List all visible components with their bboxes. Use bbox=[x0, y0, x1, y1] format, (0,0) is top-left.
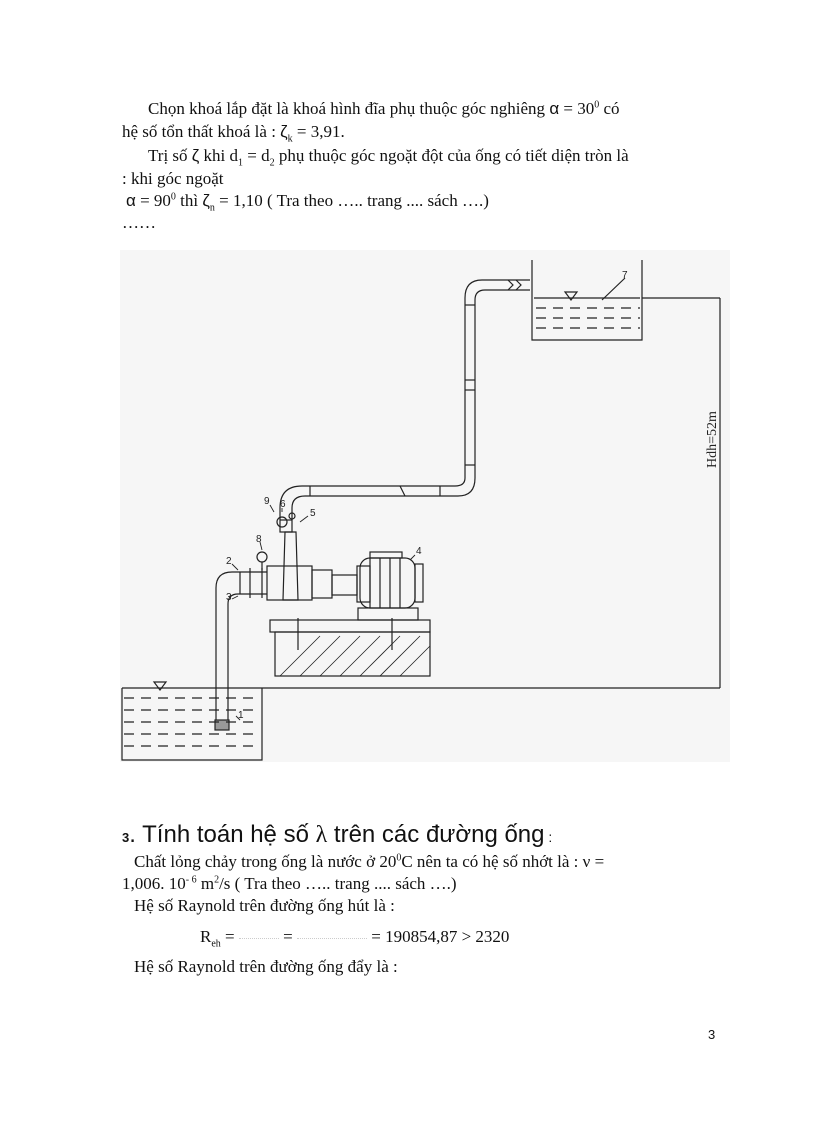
text: hệ số tổn thất khoá là : bbox=[122, 122, 281, 141]
text: = bbox=[590, 852, 605, 871]
text: = 90 bbox=[135, 191, 171, 210]
superscript: 0 bbox=[594, 99, 600, 111]
section-number: 3 bbox=[122, 830, 130, 845]
label-6: 6 bbox=[280, 499, 286, 510]
zeta-symbol: ζ bbox=[191, 146, 200, 165]
height-label: Hdh=52m bbox=[705, 411, 720, 468]
reynolds-formula bbox=[200, 926, 509, 948]
subscript: 1 bbox=[238, 157, 244, 169]
lambda-symbol: λ bbox=[315, 822, 328, 848]
text: = 1,10 ( Tra theo ….. trang .... sách ….) bbox=[214, 191, 489, 210]
text: : bbox=[544, 829, 553, 845]
text: = bbox=[220, 927, 239, 946]
para1-line2 bbox=[122, 121, 345, 143]
text: /s ( Tra theo ….. trang .... sách ….) bbox=[219, 874, 457, 893]
text: thì bbox=[175, 191, 203, 210]
label-5: 5 bbox=[310, 508, 316, 519]
text: khi d bbox=[199, 146, 239, 165]
para2-line4: …… bbox=[122, 213, 156, 232]
pump-system-diagram bbox=[120, 250, 730, 762]
text: R bbox=[200, 927, 212, 946]
page-number: 3 bbox=[708, 1027, 716, 1042]
para2-line3 bbox=[126, 190, 489, 212]
subscript: n bbox=[209, 202, 215, 214]
superscript: 0 bbox=[396, 852, 402, 864]
label-2: 2 bbox=[226, 556, 232, 567]
figure-background bbox=[120, 250, 730, 762]
label-7: 7 bbox=[622, 270, 628, 281]
text: phụ thuộc góc ngoặt đột của ống có tiết diện tròn là bbox=[274, 146, 629, 165]
text: = 3,91. bbox=[292, 122, 345, 141]
text: . bbox=[129, 821, 136, 848]
text: Chất lỏng chảy trong ống là nước ở 20 bbox=[134, 852, 397, 871]
body-line3: Hệ số Raynold trên đường ống hút là : bbox=[134, 896, 395, 915]
text: = 30 bbox=[559, 99, 595, 118]
subscript: k bbox=[287, 133, 293, 145]
text: = bbox=[278, 927, 297, 946]
zeta-symbol: ζ bbox=[202, 191, 210, 210]
para1-line1 bbox=[148, 98, 620, 120]
text: có bbox=[599, 99, 620, 118]
label-8: 8 bbox=[256, 534, 262, 545]
superscript: 0 bbox=[170, 191, 176, 203]
zeta-symbol: ζ bbox=[280, 122, 288, 141]
text: = d bbox=[243, 146, 270, 165]
alpha-symbol: α bbox=[126, 191, 136, 210]
body-line2 bbox=[122, 873, 457, 895]
label-9: 9 bbox=[264, 496, 270, 507]
formula-placeholder bbox=[239, 938, 279, 939]
para2-line1 bbox=[148, 145, 629, 167]
label-4: 4 bbox=[416, 546, 422, 557]
subscript: 2 bbox=[269, 157, 275, 169]
text: C nên ta có hệ số nhớt là : bbox=[401, 852, 583, 871]
text: Chọn khoá lắp đặt là khoá hình đĩa phụ thuộc góc nghiêng bbox=[148, 99, 546, 118]
superscript: 2 bbox=[214, 874, 220, 886]
body-line1 bbox=[134, 851, 604, 873]
text: Trị số bbox=[148, 146, 192, 165]
alpha-symbol: α bbox=[549, 99, 560, 118]
label-1: 1 bbox=[238, 710, 244, 721]
formula-placeholder bbox=[297, 938, 367, 939]
subscript: eh bbox=[211, 938, 221, 950]
text: 1,006. 10 bbox=[122, 874, 186, 893]
superscript: - 6 bbox=[185, 874, 197, 886]
body-line4: Hệ số Raynold trên đường ống đẩy là : bbox=[134, 957, 398, 976]
text: = 190854,87 > 2320 bbox=[366, 927, 510, 946]
nu-symbol: ν bbox=[582, 852, 591, 871]
text: m bbox=[196, 874, 215, 893]
label-3: 3 bbox=[226, 592, 232, 603]
section3-heading bbox=[122, 820, 552, 853]
para2-line2: : khi góc ngoặt bbox=[122, 169, 224, 188]
text: Tính toán hệ số bbox=[135, 821, 316, 848]
text: trên các đường ống bbox=[327, 821, 545, 848]
